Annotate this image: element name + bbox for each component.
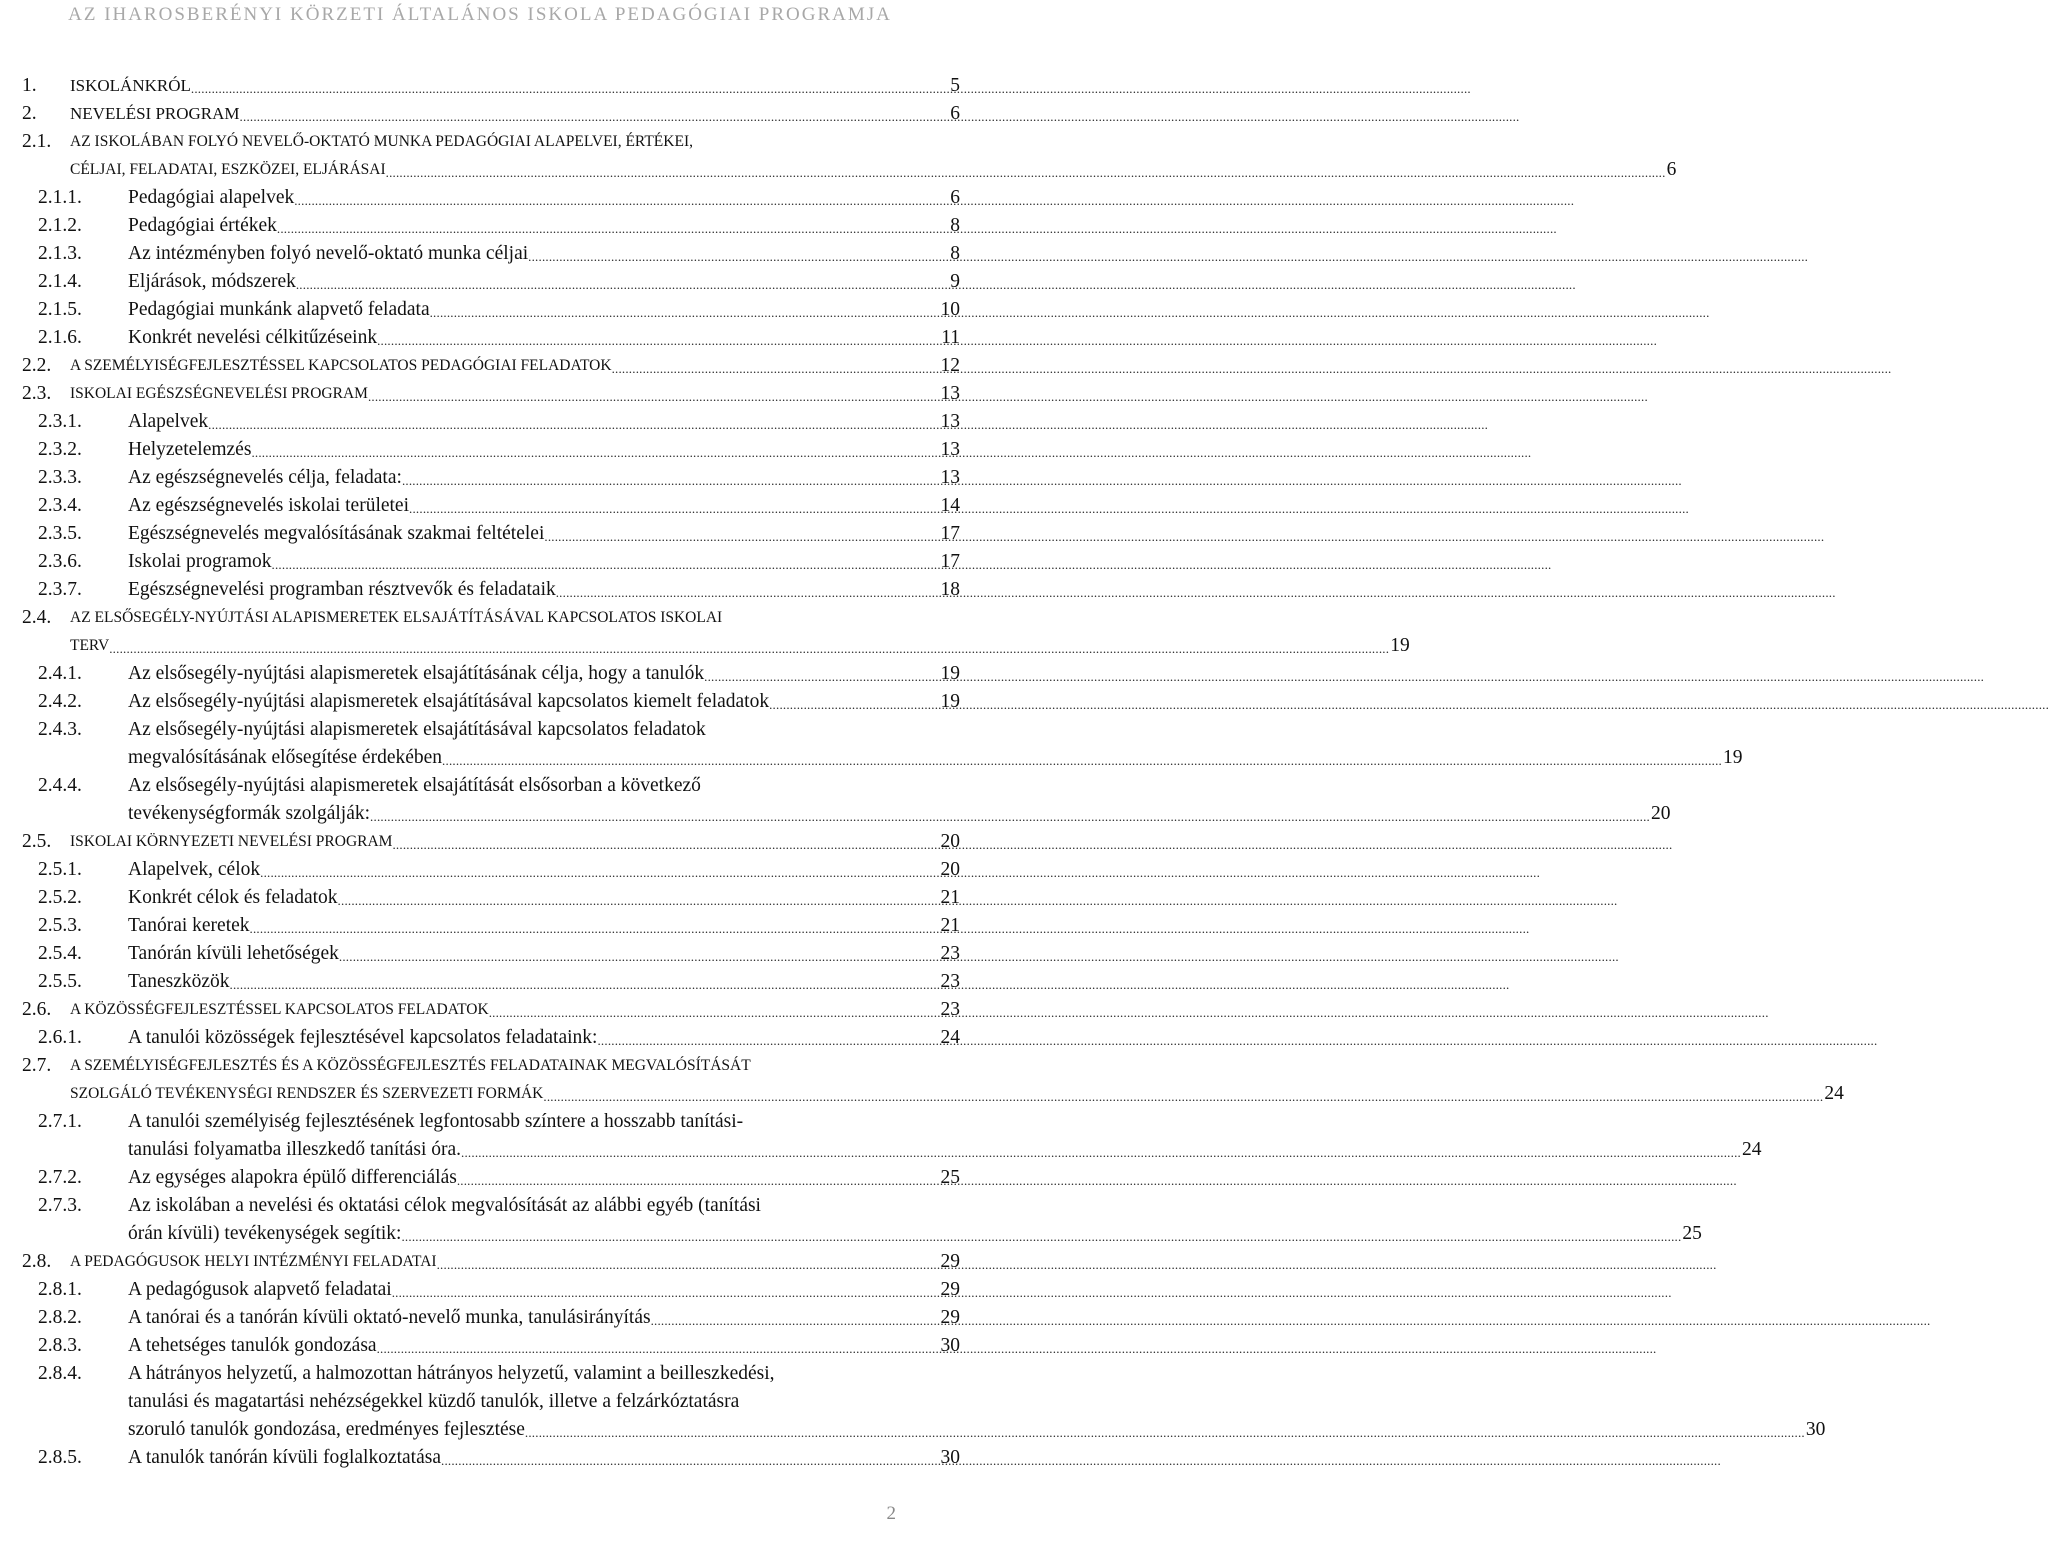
toc-entry-number: 2.4. [22, 607, 52, 628]
toc-entry-title: Alapelvek, célok [128, 859, 261, 880]
toc-entry[interactable] [22, 1332, 960, 1360]
toc-entry-title: ISKOLÁNKRÓL [70, 76, 191, 95]
toc-entry-title: Az egységes alapokra épülő differenciálás [128, 1167, 457, 1188]
toc-entry[interactable] [22, 688, 960, 716]
toc-leader [208, 414, 939, 436]
toc-entry-page: 6 [950, 187, 960, 208]
toc-entry-page: 18 [940, 579, 960, 600]
toc-entry-page: 17 [940, 523, 960, 544]
toc-entry-page: 8 [950, 243, 960, 264]
toc-entry-page: 21 [940, 887, 960, 908]
toc-entry-page: 13 [940, 383, 960, 404]
toc-entry-page: 23 [940, 943, 960, 964]
toc-entry[interactable] [22, 940, 960, 968]
toc-entry-page: 29 [940, 1251, 960, 1272]
toc-entry[interactable] [22, 492, 960, 520]
toc-entry-number: 2.7.2. [38, 1167, 82, 1188]
toc-entry-title: Egészségnevelés megvalósításának szakmai feltételei [128, 523, 545, 544]
toc-entry-title: A tehetséges tanulók gondozása [128, 1335, 377, 1356]
toc-entry[interactable] [22, 1164, 960, 1192]
toc-leader [409, 498, 939, 520]
toc-entry[interactable] [22, 1360, 1826, 1444]
toc-entry-title: Az egészségnevelés iskolai területei [128, 495, 410, 516]
toc-entry-title: Az elsősegély-nyújtási alapismeretek elsajátításával kapcsolatos feladatok [128, 719, 706, 740]
toc-entry-title-cont: SZOLGÁLÓ TEVÉKENYSÉGI RENDSZER ÉS SZERVEZETI FORMÁK [70, 1085, 544, 1102]
toc-leader [441, 1450, 940, 1472]
toc-entry[interactable] [22, 296, 960, 324]
toc-entry-title: Az elsősegély-nyújtási alapismeretek elsajátításának célja, hogy a tanulók [128, 663, 705, 684]
toc-entry[interactable] [22, 772, 1671, 828]
toc-entry-title-cont: szoruló tanulók gondozása, eredményes fejlesztése [128, 1419, 525, 1440]
toc-entry-number: 2.8.5. [38, 1447, 82, 1468]
toc-entry[interactable] [22, 240, 960, 268]
toc-entry-number: 2.6. [22, 999, 52, 1020]
toc-entry-title: Pedagógiai alapelvek [128, 187, 295, 208]
toc-entry[interactable] [22, 1192, 1702, 1248]
toc-entry[interactable] [22, 464, 960, 492]
toc-entry-title: A SZEMÉLYISÉGFEJLESZTÉSSEL KAPCSOLATOS PEDAGÓGIAI FELADATOK [70, 357, 612, 374]
toc-entry-page: 19 [1390, 635, 1410, 656]
toc-entry-number: 2.6.1. [38, 1027, 82, 1048]
toc-leader [339, 946, 940, 968]
toc-entry-number: 2.3. [22, 383, 52, 404]
toc-entry-title: AZ ELSŐSEGÉLY-NYÚJTÁSI ALAPISMERETEK ELSAJÁTÍTÁSÁVAL KAPCSOLATOS ISKOLAI [70, 609, 723, 626]
toc-entry[interactable] [22, 352, 960, 380]
toc-entry-title: A PEDAGÓGUSOK HELYI INTÉZMÉNYI FELADATAI [70, 1253, 437, 1270]
toc-entry[interactable] [22, 1024, 960, 1052]
toc-entry-number: 2. [22, 103, 37, 124]
toc-entry-title: A tanulói közösségek fejlesztésével kapcsolatos feladataink: [128, 1027, 598, 1048]
toc-entry[interactable] [22, 408, 960, 436]
toc-leader [442, 750, 1722, 772]
toc-leader [240, 106, 950, 128]
toc-entry-page: 20 [940, 831, 960, 852]
toc-leader [651, 1310, 940, 1332]
toc-entry-page: 19 [1723, 747, 1743, 768]
toc-entry-number: 2.5.2. [38, 887, 82, 908]
toc-leader [437, 1254, 940, 1276]
toc-leader [769, 694, 939, 716]
toc-entry-page: 29 [940, 1279, 960, 1300]
toc-entry-page: 25 [1682, 1223, 1702, 1244]
toc-leader [338, 890, 940, 912]
toc-entry[interactable] [22, 380, 960, 408]
toc-entry-page: 30 [940, 1447, 960, 1468]
toc-entry[interactable] [22, 548, 960, 576]
toc-entry-number: 2.1.4. [38, 271, 82, 292]
toc-entry-title: A tanulói személyiség fejlesztésének legfontosabb színtere a hosszabb tanítási- [128, 1111, 744, 1132]
toc-entry-page: 17 [940, 551, 960, 572]
toc-entry-page: 13 [940, 439, 960, 460]
toc-entry-page: 14 [940, 495, 960, 516]
toc-entry-number: 2.3.5. [38, 523, 82, 544]
toc-entry-page: 29 [940, 1307, 960, 1328]
toc-entry-title-cont: megvalósításának elősegítése érdekében [128, 747, 443, 768]
toc-entry-title: A pedagógusok alapvető feladatai [128, 1279, 392, 1300]
toc-leader [272, 554, 940, 576]
toc-leader [251, 442, 939, 464]
toc-entry-title: Az intézményben folyó nevelő-oktató munka céljai [128, 243, 529, 264]
toc-entry-number: 2.1.3. [38, 243, 82, 264]
toc-entry-page: 24 [940, 1027, 960, 1048]
toc-leader [296, 274, 949, 296]
toc-entry-number: 2.5.3. [38, 915, 82, 936]
toc-entry[interactable] [22, 912, 960, 940]
toc-entry-number: 2.3.6. [38, 551, 82, 572]
toc-entry-page: 6 [1666, 159, 1677, 180]
toc-entry[interactable] [22, 996, 960, 1024]
toc-entry-number: 2.8. [22, 1251, 52, 1272]
toc-entry[interactable] [22, 660, 960, 688]
toc-leader [368, 386, 940, 408]
toc-entry-number: 2.8.4. [38, 1363, 82, 1384]
toc-leader [704, 666, 939, 688]
toc-entry-title: Alapelvek [128, 411, 209, 432]
page-number: 2 [886, 1503, 896, 1524]
toc-entry-page: 12 [940, 355, 960, 376]
toc-entry-number: 2.8.2. [38, 1307, 82, 1328]
toc-leader [528, 246, 949, 268]
toc-entry-page: 5 [950, 75, 960, 96]
toc-entry-number: 2.8.1. [38, 1279, 82, 1300]
toc-entry-page: 24 [1824, 1083, 1844, 1104]
toc-leader [377, 1338, 940, 1360]
toc-entry[interactable] [22, 436, 960, 464]
toc-entry-title: Helyzetelemzés [128, 439, 252, 460]
toc-entry-number: 2.1. [22, 131, 52, 152]
toc-leader [230, 974, 940, 996]
toc-entry-title: Az egészségnevelés célja, feladata: [128, 467, 402, 488]
toc-leader [109, 638, 1389, 660]
toc-entry-page: 8 [950, 215, 960, 236]
toc-entry-number: 2.4.2. [38, 691, 82, 712]
toc-entry-title: Iskolai programok [128, 551, 272, 572]
toc-entry-page: 20 [940, 859, 960, 880]
toc-entry-page: 19 [940, 691, 960, 712]
toc-leader [377, 330, 940, 352]
table-of-contents [22, 72, 1844, 1472]
toc-entry-title: Az iskolában a nevelési és oktatási célok megvalósítását az alábbi egyéb (tanítási [128, 1195, 761, 1216]
toc-entry[interactable] [22, 72, 960, 100]
toc-leader [294, 190, 949, 212]
toc-entry[interactable] [22, 828, 960, 856]
toc-entry-number: 2.4.1. [38, 663, 82, 684]
toc-entry-page: 20 [1651, 803, 1671, 824]
toc-entry-page: 13 [940, 411, 960, 432]
toc-entry-title: AZ ISKOLÁBAN FOLYÓ NEVELŐ-OKTATÓ MUNKA PEDAGÓGIAI ALAPELVEI, ÉRTÉKEI, [70, 133, 693, 150]
toc-entry-number: 2.1.2. [38, 215, 82, 236]
page-header: AZ IHAROSBERÉNYI KÖRZETI ÁLTALÁNOS ISKOLA PEDAGÓGIAI PROGRAMJA [68, 4, 892, 25]
toc-entry-page: 23 [940, 999, 960, 1020]
toc-leader [250, 918, 940, 940]
toc-entry-title-cont: órán kívüli) tevékenységek segítik: [128, 1223, 402, 1244]
toc-entry-number: 2.3.4. [38, 495, 82, 516]
toc-entry-page: 11 [941, 327, 960, 348]
toc-entry-number: 2.1.1. [38, 187, 82, 208]
toc-leader [277, 218, 949, 240]
toc-entry-title: A SZEMÉLYISÉGFEJLESZTÉS ÉS A KÖZÖSSÉGFEJLESZTÉS FELADATAINAK MEGVALÓSÍTÁSÁT [70, 1057, 751, 1074]
toc-entry-number: 2.3.2. [38, 439, 82, 460]
toc-entry-number: 2.7. [22, 1055, 52, 1076]
toc-entry-title: A hátrányos helyzetű, a halmozottan hátrányos helyzetű, valamint a beilleszkedési, [128, 1363, 775, 1384]
toc-entry-number: 2.3.7. [38, 579, 82, 600]
toc-entry[interactable] [22, 128, 1677, 184]
toc-entry-number: 2.1.5. [38, 299, 82, 320]
toc-entry-page: 13 [940, 467, 960, 488]
toc-entry-title: Tanórán kívüli lehetőségek [128, 943, 339, 964]
toc-entry-number: 2.7.1. [38, 1111, 82, 1132]
toc-entry[interactable] [22, 100, 960, 128]
toc-entry-title: Az elsősegély-nyújtási alapismeretek elsajátítását elsősorban a következő [128, 775, 701, 796]
toc-entry[interactable] [22, 968, 960, 996]
toc-entry-number: 2.1.6. [38, 327, 82, 348]
toc-entry-title-cont: CÉLJAI, FELADATAI, ESZKÖZEI, ELJÁRÁSAI [70, 161, 386, 178]
toc-entry-number: 2.5.1. [38, 859, 82, 880]
toc-leader [597, 1030, 939, 1052]
toc-entry-page: 6 [950, 103, 960, 124]
toc-entry-title: Eljárások, módszerek [128, 271, 296, 292]
toc-entry[interactable] [22, 520, 960, 548]
toc-entry[interactable] [22, 716, 1743, 772]
toc-entry-number: 2.5.4. [38, 943, 82, 964]
toc-leader [191, 78, 949, 100]
toc-entry-number: 2.3.1. [38, 411, 82, 432]
toc-entry-page: 10 [940, 299, 960, 320]
toc-entry-title-cont: TERV [70, 637, 110, 654]
toc-entry[interactable] [22, 856, 960, 884]
toc-entry-number: 2.4.3. [38, 719, 82, 740]
toc-entry[interactable] [22, 268, 960, 296]
toc-leader [392, 834, 939, 856]
toc-leader [401, 1226, 1681, 1248]
toc-leader [430, 302, 940, 324]
toc-leader [392, 1282, 940, 1304]
toc-entry-page: 21 [940, 915, 960, 936]
toc-entry-number: 2.3.3. [38, 467, 82, 488]
toc-leader [402, 470, 940, 492]
toc-entry-title: Taneszközök [128, 971, 230, 992]
toc-entry-number: 2.7.3. [38, 1195, 82, 1216]
toc-entry-title: ISKOLAI KÖRNYEZETI NEVELÉSI PROGRAM [70, 833, 393, 850]
toc-leader [525, 1422, 1805, 1444]
toc-entry-title: Tanórai keretek [128, 915, 250, 936]
toc-leader [544, 526, 939, 548]
toc-entry-title-cont: tevékenységformák szolgálják: [128, 803, 371, 824]
toc-entry[interactable] [22, 1108, 1762, 1164]
toc-leader [260, 862, 939, 884]
toc-entry-title: Pedagógiai értékek [128, 215, 277, 236]
toc-entry[interactable] [22, 604, 1410, 660]
toc-leader [386, 162, 1666, 184]
toc-entry-page: 9 [950, 271, 960, 292]
toc-entry[interactable] [22, 1304, 960, 1332]
toc-entry-title: A KÖZÖSSÉGFEJLESZTÉSSEL KAPCSOLATOS FELADATOK [70, 1001, 489, 1018]
toc-entry-title: Pedagógiai munkánk alapvető feladata [128, 299, 430, 320]
toc-entry[interactable] [22, 1248, 960, 1276]
toc-entry-number: 2.8.3. [38, 1335, 82, 1356]
toc-entry-title-cont: tanulási folyamatba illeszkedő tanítási óra. [128, 1139, 462, 1160]
toc-entry-title: A tanórai és a tanórán kívüli oktató-nevelő munka, tanulásirányítás [128, 1307, 651, 1328]
toc-entry-title: NEVELÉSI PROGRAM [70, 104, 240, 123]
toc-leader [543, 1086, 1823, 1108]
toc-entry-title: Konkrét célok és feladatok [128, 887, 338, 908]
toc-leader [556, 582, 940, 604]
toc-entry[interactable] [22, 324, 960, 352]
toc-entry-page: 30 [1805, 1419, 1826, 1440]
toc-entry-page: 30 [940, 1335, 960, 1356]
toc-entry-title-cont: tanulási és magatartási nehézségekkel küzdő tanulók, illetve a felzárkóztatásra [128, 1391, 740, 1412]
toc-entry-title: Az elsősegély-nyújtási alapismeretek elsajátításával kapcsolatos kiemelt feladatok [128, 691, 770, 712]
toc-entry-number: 2.4.4. [38, 775, 82, 796]
toc-entry-title: Egészségnevelési programban résztvevők és feladataik [128, 579, 556, 600]
toc-leader [457, 1170, 940, 1192]
toc-leader [461, 1142, 1741, 1164]
toc-entry[interactable] [22, 1052, 1844, 1108]
toc-entry-number: 2.5.5. [38, 971, 82, 992]
toc-entry[interactable] [22, 884, 960, 912]
toc-entry-number: 1. [22, 75, 37, 96]
toc-entry[interactable] [22, 1276, 960, 1304]
toc-entry-page: 19 [940, 663, 960, 684]
toc-entry[interactable] [22, 576, 960, 604]
toc-entry[interactable] [22, 1444, 960, 1472]
toc-entry-page: 24 [1741, 1139, 1762, 1160]
toc-entry-title: Konkrét nevelési célkitűzéseink [128, 327, 378, 348]
toc-leader [612, 358, 940, 380]
toc-entry-page: 23 [940, 971, 960, 992]
toc-entry[interactable] [22, 184, 960, 212]
toc-leader [370, 806, 1650, 828]
toc-entry-page: 25 [940, 1167, 960, 1188]
toc-entry[interactable] [22, 212, 960, 240]
toc-leader [489, 1002, 940, 1024]
toc-entry-number: 2.2. [22, 355, 52, 376]
toc-entry-title: ISKOLAI EGÉSZSÉGNEVELÉSI PROGRAM [70, 385, 368, 402]
toc-entry-number: 2.5. [22, 831, 52, 852]
toc-entry-title: A tanulók tanórán kívüli foglalkoztatása [128, 1447, 441, 1468]
